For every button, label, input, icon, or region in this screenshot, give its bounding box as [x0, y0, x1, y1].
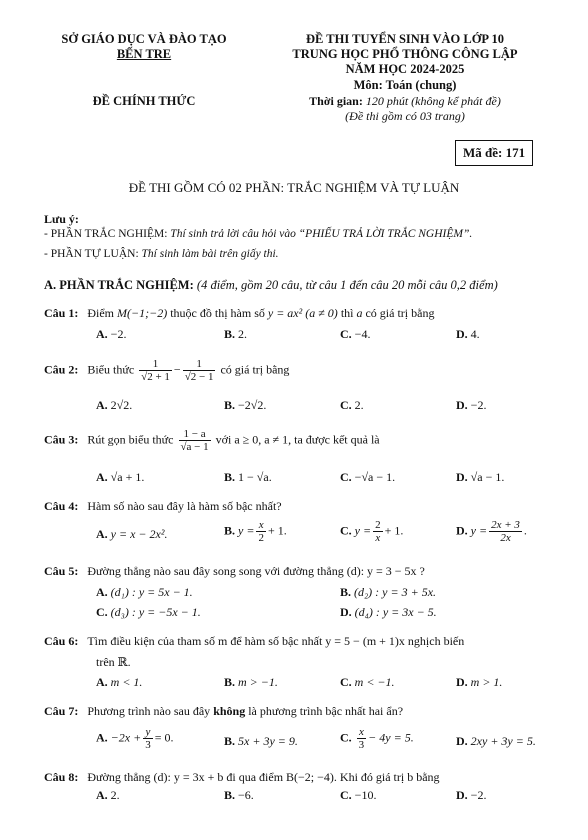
fraction: $\frac{1}{√2 + 1}$: [141, 358, 170, 384]
exam-time: [270, 94, 540, 109]
question-text: thuộc đồ thị hàm số: [167, 306, 268, 320]
option-a: A. 2√2.: [96, 398, 133, 412]
option-d: D. √a − 1.: [456, 470, 505, 484]
question-label: Câu 6:: [44, 634, 79, 648]
question-text: Hàm số nào sau đây là hàm số bậc nhất?: [87, 499, 282, 513]
department-name: SỞ GIÁO DỤC VÀ ĐÀO TẠO: [61, 32, 227, 46]
official-label: ĐỀ CHÍNH THỨC: [92, 94, 196, 108]
question-math: M(−1;−2): [117, 306, 168, 320]
question-text: Đường thẳng nào sau đây song song với đường thẳng (d): y = 3 − 5x ?: [87, 564, 425, 578]
question-text: Rút gọn biểu thức: [87, 432, 174, 447]
option-b: B. m > −1.: [224, 675, 278, 689]
option-a: A. −2x + $\frac{y}{3}$ = 0.: [96, 726, 174, 752]
question-1: [44, 306, 434, 321]
option-c: C. −4.: [340, 327, 371, 341]
option-c: C. m < −1.: [340, 675, 395, 689]
option-c: C. $\frac{x}{3}$ − 4y = 5.: [340, 726, 414, 752]
question-text: Tìm điều kiện của tham số m để hàm số bậc nhất y = 5 − (m + 1)x nghịch biến: [87, 634, 465, 648]
question-label: Câu 5:: [44, 564, 79, 578]
question-text: với a ≥ 0, a ≠ 1, ta được kết quả là: [215, 432, 380, 447]
question-math: y = ax² (a ≠ 0): [267, 306, 338, 320]
section-a-desc: (4 điểm, gồm 20 câu, từ câu 1 đến câu 20 mỗi câu 0,2 điểm): [193, 278, 498, 292]
option-d: D. −2.: [456, 398, 487, 412]
fraction: $\frac{2x + 3}{2x}$: [491, 519, 520, 545]
option-a: A. y = x − 2x².: [96, 527, 168, 541]
fraction: $\frac{x}{3}$: [358, 726, 365, 752]
question-7: [44, 704, 403, 719]
question-text: có giá trị bằng: [220, 362, 290, 377]
question-text: có giá trị bằng: [362, 306, 435, 320]
option-b: B. −2√2.: [224, 398, 267, 412]
fraction: $\frac{2}{x}$: [375, 519, 381, 545]
exam-code-box: [455, 140, 533, 166]
option-b: B. −6.: [224, 788, 254, 802]
notes-line-2-prefix: - PHẦN TỰ LUẬN:: [44, 248, 142, 260]
fraction: $\frac{x}{2}$: [258, 519, 264, 545]
notes-line-1: [44, 228, 472, 240]
question-6: [44, 634, 464, 649]
exam-code: Mã đề: 171: [463, 145, 526, 160]
fraction: $\frac{1 - a}{√a - 1}$: [180, 428, 209, 454]
question-label: Câu 1:: [44, 306, 79, 320]
question-text: Phương trình nào sau đây: [87, 704, 214, 718]
option-a: A. (d₁) : y = 5x − 1.: [96, 585, 193, 599]
option-d: D. 4.: [456, 327, 480, 341]
option-a: A. −2.: [96, 327, 127, 341]
question-label: Câu 2:: [44, 362, 79, 377]
subject: Môn: Toán (chung): [353, 78, 457, 92]
notes-line-1-text: Thí sinh trả lời câu hỏi vào “PHIẾU TRẢ LỜI TRẮC NGHIỆM”.: [170, 228, 473, 240]
question-math: a: [356, 306, 363, 320]
section-a-heading: [44, 278, 498, 293]
question-4: [44, 499, 282, 514]
question-2: Câu 2: Biểu thức $\frac{1}{√2 + 1}$ − $\frac{1}{√2 - 1}$ có giá trị bằng: [44, 358, 290, 384]
question-label: Câu 7:: [44, 704, 79, 718]
option-b: B. 1 − √a.: [224, 470, 272, 484]
option-d: D. 2xy + 3y = 5.: [456, 734, 536, 748]
option-c: C. −√a − 1.: [340, 470, 396, 484]
question-text: là phương trình bậc nhất hai ẩn?: [245, 704, 404, 718]
option-a: A. m < 1.: [96, 675, 143, 689]
school-year: NĂM HỌC 2024-2025: [345, 62, 465, 76]
option-d: D. m > 1.: [456, 675, 503, 689]
province-name: [44, 47, 244, 62]
option-c: C. y = $\frac{2}{x}$ + 1.: [340, 519, 404, 545]
fraction: $\frac{y}{3}$: [145, 726, 151, 752]
time-value: 120 phút (không kể phát đề): [362, 94, 501, 108]
exam-title-line1: ĐỀ THI TUYỂN SINH VÀO LỚP 10: [306, 32, 504, 46]
question-text: Biểu thức: [87, 362, 135, 377]
option-d: D. (d₄) : y = 3x − 5.: [340, 605, 437, 619]
province-text: BẾN TRE: [116, 47, 172, 61]
option-b: B. y = $\frac{x}{2}$ + 1.: [224, 519, 287, 545]
notes-line-2-text: Thí sinh làm bài trên giấy thi.: [141, 248, 279, 260]
question-label: Câu 3:: [44, 432, 79, 447]
pages-note: (Đề thi gồm có 03 trang): [345, 109, 465, 123]
question-text: Đường thẳng (d): y = 3x + b đi qua điểm B(−2; −4). Khi đó giá trị b bằng: [87, 770, 440, 784]
question-label: Câu 4:: [44, 499, 79, 513]
fraction: $\frac{1}{√2 - 1}$: [184, 358, 214, 384]
question-3: [44, 428, 380, 453]
question-6-continued: trên ℝ.: [96, 655, 131, 669]
option-a: A. √a + 1.: [96, 470, 145, 484]
question-5: [44, 564, 425, 579]
question-label: Câu 8:: [44, 770, 79, 784]
option-b: B. 2.: [224, 327, 248, 341]
question-8: [44, 770, 440, 785]
exam-structure-title: ĐỀ THI GỒM CÓ 02 PHẦN: TRẮC NGHIỆM VÀ TỰ LUẬN: [128, 180, 460, 195]
option-c: C. (d₃) : y = −5x − 1.: [96, 605, 201, 619]
option-d: D. −2.: [456, 788, 487, 802]
question-text: Điểm: [87, 306, 118, 320]
option-a: A. 2.: [96, 788, 120, 802]
question-text: thì: [337, 306, 357, 320]
notes-line-2: [44, 248, 279, 260]
option-b: B. 5x + 3y = 9.: [224, 734, 298, 748]
notes-line-1-prefix: - PHẦN TRẮC NGHIỆM:: [44, 228, 171, 240]
section-a-title: A. PHẦN TRẮC NGHIỆM:: [44, 278, 194, 292]
option-b: B. (d₂) : y = 3 + 5x.: [340, 585, 437, 599]
option-d: D. y = $\frac{2x + 3}{2x}$ .: [456, 519, 527, 545]
time-label: Thời gian:: [309, 94, 363, 108]
option-c: C. 2.: [340, 398, 364, 412]
exam-title-line2: TRUNG HỌC PHỔ THÔNG CÔNG LẬP: [292, 47, 518, 61]
option-c: C. −10.: [340, 788, 377, 802]
question-emphasis: không: [213, 704, 246, 718]
notes-heading: Lưu ý:: [44, 212, 79, 226]
